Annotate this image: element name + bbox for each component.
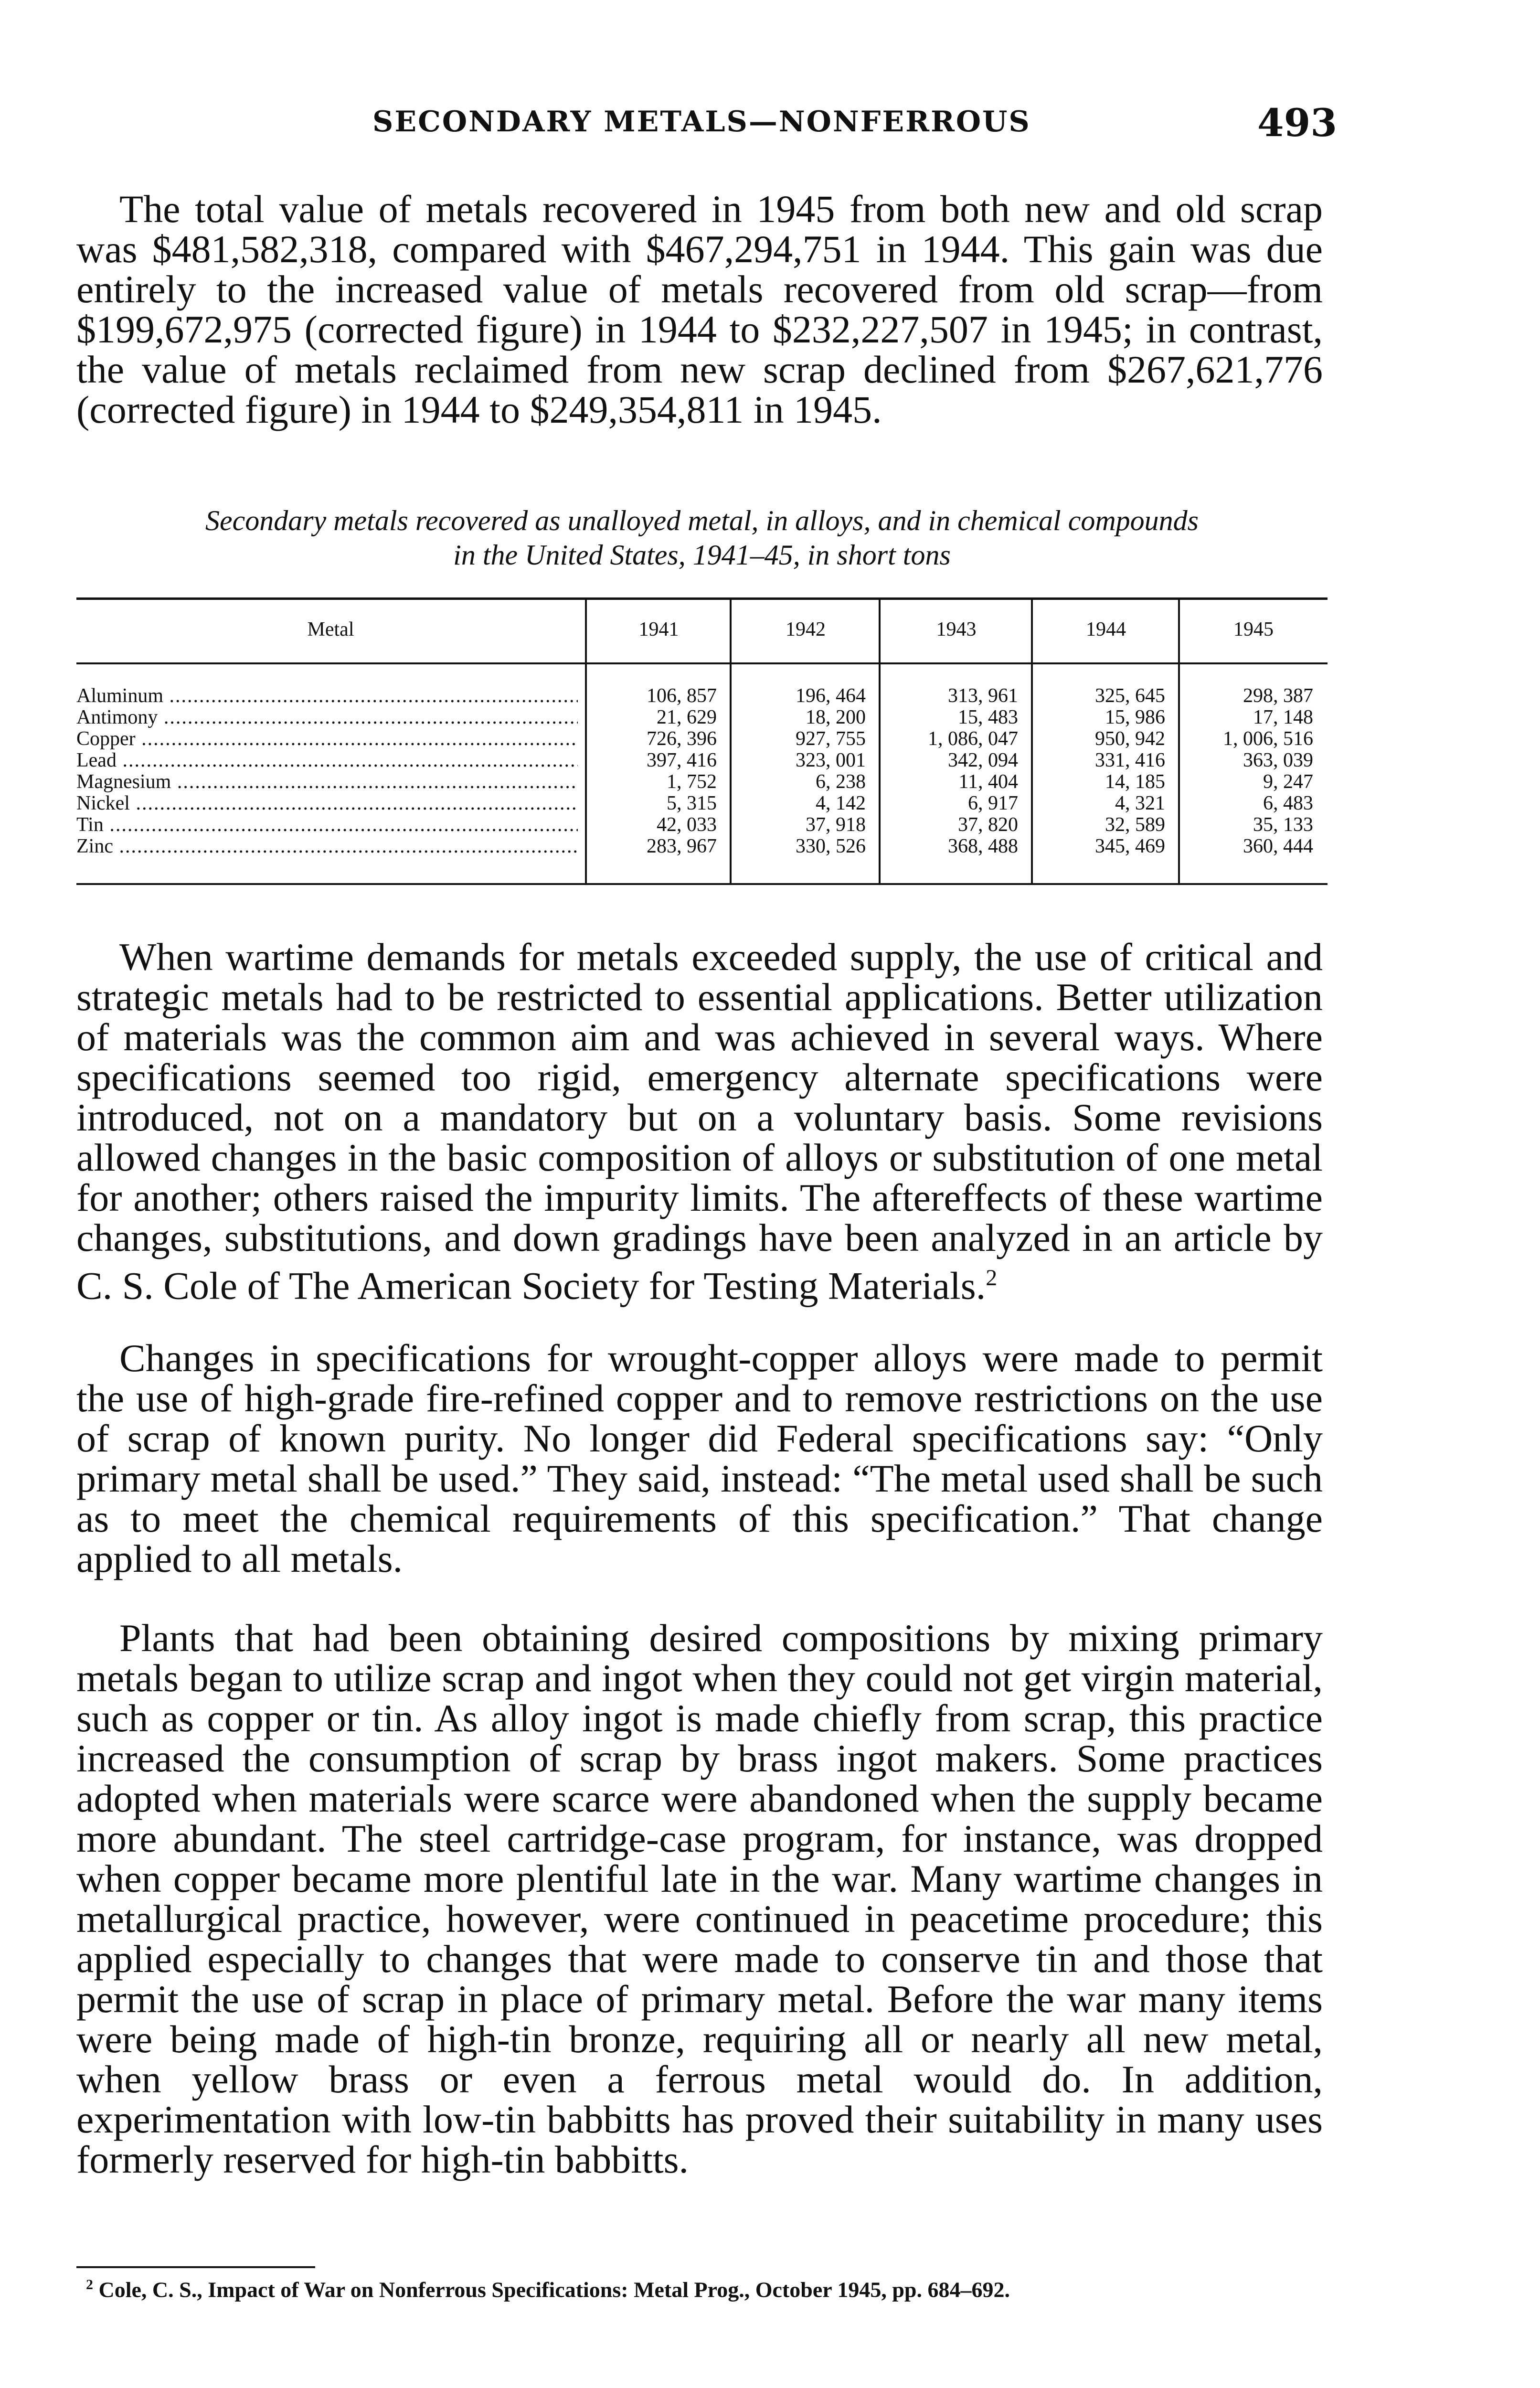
value-1943: 368, 488 — [948, 835, 1018, 857]
value-1942: 6, 238 — [816, 771, 866, 793]
table-header-rule — [76, 662, 1328, 664]
value-1945: 1, 006, 516 — [1223, 728, 1313, 750]
running-title: SECONDARY METALS—NONFERROUS — [372, 105, 1031, 139]
footnote — [86, 2271, 1328, 2303]
table-row — [76, 685, 1328, 707]
value-1941: 283, 967 — [647, 835, 717, 857]
value-1944: 15, 986 — [1105, 706, 1165, 728]
value-1945: 9, 247 — [1263, 771, 1313, 793]
value-1944: 4, 321 — [1115, 792, 1165, 814]
table-row — [76, 836, 1328, 857]
metal-name: Tin ..... — [76, 814, 578, 836]
table-row — [76, 750, 1328, 771]
value-1944: 325, 645 — [1095, 685, 1165, 707]
value-1945: 363, 039 — [1243, 749, 1313, 771]
value-1942: 323, 001 — [796, 749, 866, 771]
table-row — [76, 771, 1328, 793]
value-1941: 1, 752 — [667, 771, 717, 793]
intro-paragraph: The total value of metals recovered in 1945 from both new and old scrap was $481,582,318, compared with $467,294,751 in 1944. This gain was due entirely to the increased value of metals recovered from old scrap—from $199,672,975 (corrected figure) in 1944 to $232,227,507 in 1945; in contrast, the value of metals reclaimed from new scrap declined from $267,621,776 (corrected figure) in 1944 to $249,354,811 in 1945. — [76, 187, 1323, 431]
metal-name: Nickel ..... — [76, 793, 578, 814]
value-1943: 37, 820 — [958, 814, 1018, 836]
value-1945: 35, 133 — [1253, 814, 1313, 836]
value-1943: 1, 086, 047 — [928, 728, 1018, 750]
metal-name: Zinc ..... — [76, 836, 578, 857]
table-caption-line-2: in the United States, 1941–45, in short tons — [453, 539, 951, 571]
value-1942: 330, 526 — [796, 835, 866, 857]
header-1942: 1942 — [786, 618, 826, 640]
value-1945: 360, 444 — [1243, 835, 1313, 857]
value-1942: 927, 755 — [796, 728, 866, 750]
footnote-rule — [76, 2266, 315, 2268]
value-1943: 313, 961 — [948, 685, 1018, 707]
footnote-reference: 2 — [986, 1265, 998, 1290]
value-1941: 726, 396 — [647, 728, 717, 750]
value-1942: 4, 142 — [816, 792, 866, 814]
metals-table — [76, 580, 1328, 886]
value-1944: 32, 589 — [1105, 814, 1165, 836]
metal-name: Copper ..... — [76, 728, 578, 750]
value-1941: 106, 857 — [647, 685, 717, 707]
table-body — [76, 685, 1328, 857]
value-1942: 196, 464 — [796, 685, 866, 707]
value-1943: 342, 094 — [948, 749, 1018, 771]
wartime-paragraph — [76, 937, 1323, 1306]
value-1945: 6, 483 — [1263, 792, 1313, 814]
metal-name: Antimony ..... — [76, 707, 578, 728]
metal-name: Lead ..... — [76, 750, 578, 771]
plants-paragraph: Plants that had been obtaining desired compositions by mixing primary metals began to utilize scrap and ingot when they could not get virgin material, such as copper or tin. As alloy ingot is made chiefly from scrap, this practice increased the consumption of scrap by brass ingot makers. Some practices adopted when materials were scarce were abandoned when the supply became more abundant. The steel cartridge-case program, for instance, was dropped when copper became more plentiful late in the war. Many wartime changes in metallurgical practice, however, were continued in peacetime procedure; this applied especially to changes that were made to conserve tin and those that permit the use of scrap in place of primary metal. Before the war many items were being made of high-tin bronze, requiring all or nearly all new metal, when yellow brass or even a ferrous metal would do. In addition, experimentation with low-tin babbitts has proved their suitability in many uses formerly reserved for high-tin babbitts. — [76, 1616, 1323, 2181]
value-1943: 6, 917 — [968, 792, 1018, 814]
table-row — [76, 793, 1328, 814]
header-1941: 1941 — [638, 618, 679, 640]
table-caption — [76, 503, 1328, 572]
running-head — [76, 100, 1337, 148]
table-row — [76, 707, 1328, 728]
value-1943: 11, 404 — [958, 771, 1018, 793]
header-1943: 1943 — [936, 618, 977, 640]
value-1942: 37, 918 — [806, 814, 866, 836]
wartime-paragraph-text: When wartime demands for metals exceeded supply, the use of critical and strategic metals had to be restricted to essential applications. Better utilization of materials was the common aim and was achieved in several ways. Where specifications seemed too rigid, emergency alternate specifications were introduced, not on a mandatory but on a voluntary basis. Some revisions allowed changes in the basic composition of alloys or substitution of one metal for another; others raised the impurity limits. The aftereffects of these wartime changes, substitutions, and down gradings have been analyzed in an article by C. S. Cole of The American Society for Testing Materials. — [76, 935, 1323, 1308]
header-metal: Metal — [307, 618, 354, 640]
value-1945: 17, 148 — [1253, 706, 1313, 728]
value-1944: 950, 942 — [1095, 728, 1165, 750]
header-1944: 1944 — [1086, 618, 1126, 640]
specifications-paragraph: Changes in specifications for wrought-copper alloys were made to permit the use of high-grade fire-refined copper and to remove restrictions on the use of scrap of known purity. No longer did Federal specifications say: “Only primary metal shall be used.” They said, instead: “The metal used shall be such as to meet the chemical requirements of this specification.” That change applied to all metals. — [76, 1336, 1323, 1580]
footnote-marker: 2 — [86, 2277, 93, 2292]
table-caption-line-1: Secondary metals recovered as unalloyed metal, in alloys, and in chemical compounds — [205, 505, 1199, 536]
value-1944: 345, 469 — [1095, 835, 1165, 857]
page-number: 493 — [1257, 100, 1337, 145]
value-1941: 21, 629 — [657, 706, 717, 728]
value-1941: 5, 315 — [667, 792, 717, 814]
table-header-row — [76, 608, 1328, 651]
footnote-text: Cole, C. S., Impact of War on Nonferrous Specifications: Metal Prog., October 1945, pp. 684–692. — [98, 2277, 1010, 2302]
table-row — [76, 728, 1328, 750]
value-1945: 298, 387 — [1243, 685, 1313, 707]
value-1944: 14, 185 — [1105, 771, 1165, 793]
table-row — [76, 814, 1328, 836]
header-1945: 1945 — [1233, 618, 1274, 640]
metal-name: Aluminum ..... — [76, 685, 578, 707]
value-1941: 42, 033 — [657, 814, 717, 836]
value-1941: 397, 416 — [647, 749, 717, 771]
table-top-rule — [76, 597, 1328, 600]
value-1944: 331, 416 — [1095, 749, 1165, 771]
value-1942: 18, 200 — [806, 706, 866, 728]
table-bottom-rule — [76, 883, 1328, 885]
metal-name: Magnesium ..... — [76, 771, 578, 793]
value-1943: 15, 483 — [958, 706, 1018, 728]
